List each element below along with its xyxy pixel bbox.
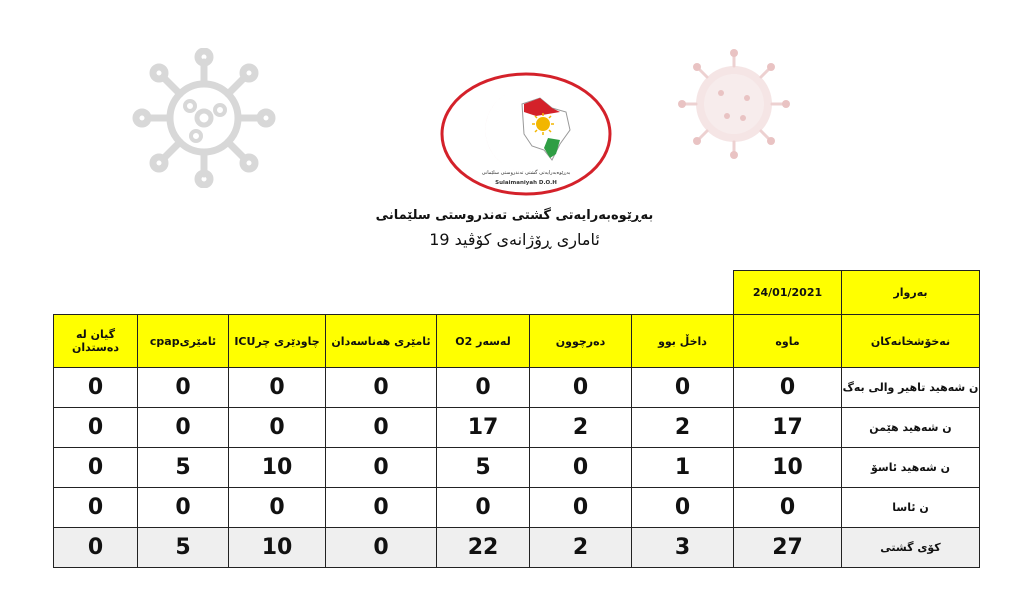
ventilator-cell: 0 bbox=[326, 488, 437, 528]
on-o2-cell: 5 bbox=[437, 448, 530, 488]
logo-caption-en: Sulaimaniyah D.O.H bbox=[495, 180, 557, 186]
hospital-name-cell: ن شەهید ئاسۆ bbox=[842, 448, 980, 488]
covid-stats-table bbox=[53, 270, 980, 568]
cpap-cell: 0 bbox=[138, 488, 229, 528]
col-deaths-header: گیان لە دەستدان bbox=[54, 315, 138, 368]
total-cpap-cell: 5 bbox=[138, 528, 229, 568]
discharged-cell: 0 bbox=[530, 448, 632, 488]
table-row bbox=[54, 368, 980, 408]
col-on-o2-header: لەسەر O2 bbox=[437, 315, 530, 368]
icu-cell: 0 bbox=[229, 368, 326, 408]
cpap-cell: 0 bbox=[138, 368, 229, 408]
on-o2-cell: 17 bbox=[437, 408, 530, 448]
remaining-cell: 17 bbox=[734, 408, 842, 448]
admitted-cell: 0 bbox=[632, 368, 734, 408]
table-row bbox=[54, 488, 980, 528]
col-admitted-header: داخڵ بوو bbox=[632, 315, 734, 368]
total-icu-cell: 10 bbox=[229, 528, 326, 568]
coronavirus-icon bbox=[655, 48, 813, 160]
deaths-cell: 0 bbox=[54, 448, 138, 488]
total-remaining-cell: 27 bbox=[734, 528, 842, 568]
report-title: ئاماری ڕۆژانەی کۆڤید 19 bbox=[429, 230, 600, 249]
ventilator-cell: 0 bbox=[326, 408, 437, 448]
on-o2-cell: 0 bbox=[437, 488, 530, 528]
discharged-cell: 0 bbox=[530, 368, 632, 408]
icu-cell: 0 bbox=[229, 488, 326, 528]
on-o2-cell: 0 bbox=[437, 368, 530, 408]
icu-cell: 0 bbox=[229, 408, 326, 448]
total-discharged-cell: 2 bbox=[530, 528, 632, 568]
admitted-cell: 1 bbox=[632, 448, 734, 488]
organization-title: بەڕێوەبەرایەتی گشتی تەندروستی سلێمانی bbox=[375, 208, 654, 223]
col-ventilator-header: ئامێری هەناسەدان bbox=[326, 315, 437, 368]
icu-cell: 10 bbox=[229, 448, 326, 488]
date-label: بەروار bbox=[842, 271, 980, 315]
hospital-name-cell: ن ئاسا bbox=[842, 488, 980, 528]
col-icu-header: چاودێری چرICU bbox=[229, 315, 326, 368]
total-deaths-cell: 0 bbox=[54, 528, 138, 568]
total-row bbox=[54, 528, 980, 568]
deaths-cell: 0 bbox=[54, 488, 138, 528]
date-value: 24/01/2021 bbox=[734, 271, 842, 315]
column-header-row bbox=[54, 315, 980, 368]
col-hospitals-header: نەخۆشخانەکان bbox=[842, 315, 980, 368]
ventilator-cell: 0 bbox=[326, 448, 437, 488]
remaining-cell: 10 bbox=[734, 448, 842, 488]
col-remaining-header: ماوە bbox=[734, 315, 842, 368]
total-admitted-cell: 3 bbox=[632, 528, 734, 568]
total-ventilator-cell: 0 bbox=[326, 528, 437, 568]
cpap-cell: 5 bbox=[138, 448, 229, 488]
remaining-cell: 0 bbox=[734, 368, 842, 408]
cpap-cell: 0 bbox=[138, 408, 229, 448]
health-directorate-logo bbox=[440, 72, 612, 200]
col-cpap-header: ئامێریcpap bbox=[138, 315, 229, 368]
remaining-cell: 0 bbox=[734, 488, 842, 528]
total-on-o2-cell: 22 bbox=[437, 528, 530, 568]
logo-caption-text: بەڕێوەبەرایەتی گشتی تەندروستی سلێمانی bbox=[481, 170, 571, 176]
table-row bbox=[54, 408, 980, 448]
col-discharged-header: دەرچوون bbox=[530, 315, 632, 368]
date-row bbox=[54, 271, 980, 315]
admitted-cell: 0 bbox=[632, 488, 734, 528]
deaths-cell: 0 bbox=[54, 408, 138, 448]
admitted-cell: 2 bbox=[632, 408, 734, 448]
hospital-name-cell: ن شەهید هێمن bbox=[842, 408, 980, 448]
virus-outline-icon bbox=[130, 48, 278, 188]
ventilator-cell: 0 bbox=[326, 368, 437, 408]
discharged-cell: 0 bbox=[530, 488, 632, 528]
total-label-cell: کۆی گشتی bbox=[842, 528, 980, 568]
deaths-cell: 0 bbox=[54, 368, 138, 408]
hospital-name-cell: ن شەهید تاهیر والی بەگ bbox=[842, 368, 980, 408]
table-row bbox=[54, 448, 980, 488]
discharged-cell: 2 bbox=[530, 408, 632, 448]
